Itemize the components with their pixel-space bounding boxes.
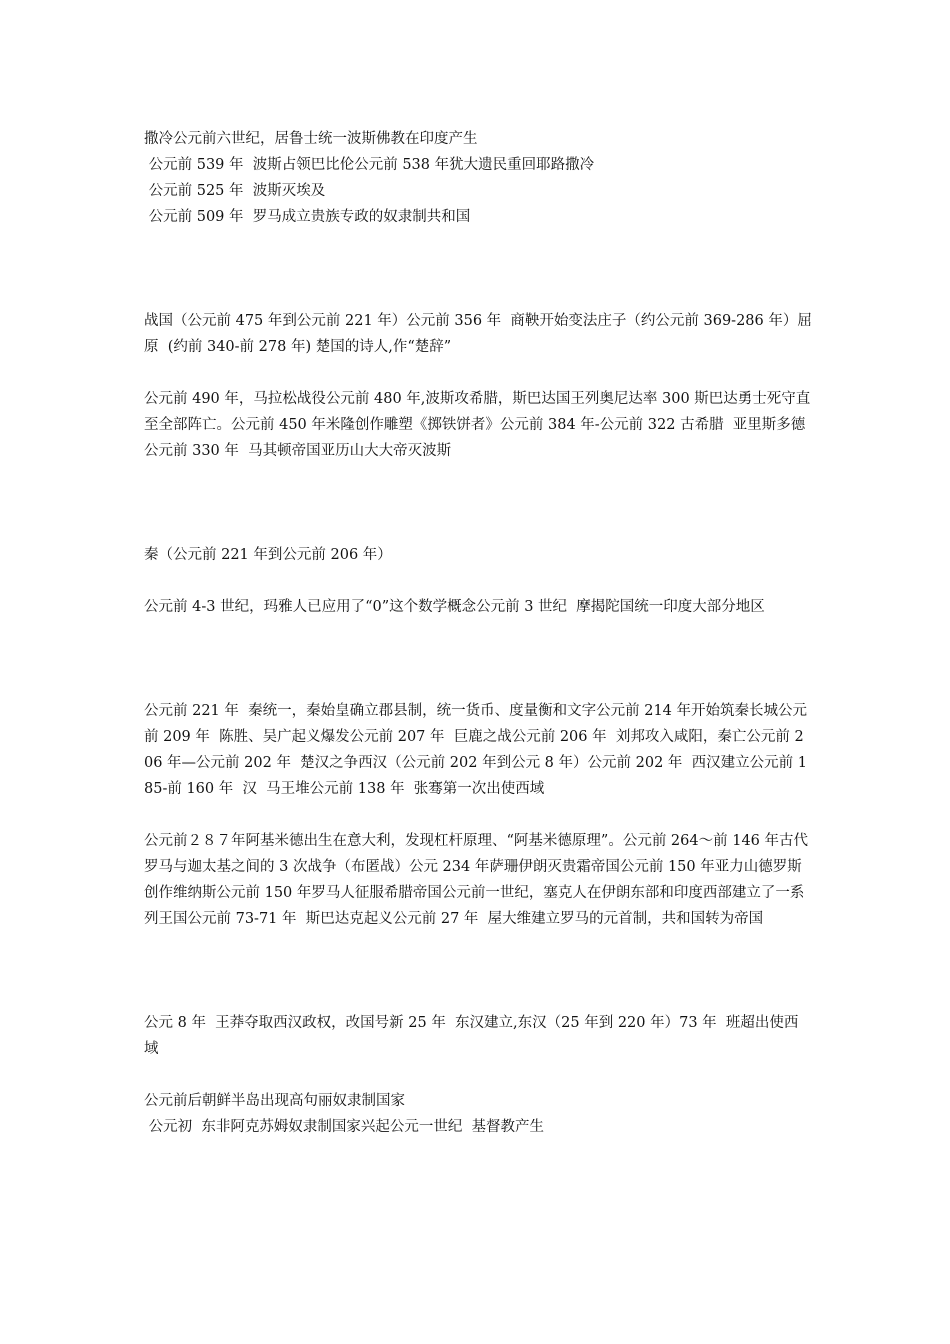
spacer [144, 620, 812, 698]
paragraph-11: 公元 8 年 王莽夺取西汉政权，改国号新 25 年 东汉建立,东汉（25 年到 220 年）73 年 班超出使西域 [144, 1015, 799, 1057]
spacer [144, 802, 812, 828]
spacer [144, 360, 812, 386]
paragraph-1: 撒冷公元前六世纪，居鲁士统一波斯佛教在印度产生 [144, 131, 478, 147]
spacer [144, 464, 812, 542]
spacer [144, 932, 812, 1010]
spacer [144, 568, 812, 594]
paragraph-7: 秦（公元前 221 年到公元前 206 年） [144, 547, 392, 563]
spacer [144, 1062, 812, 1088]
paragraph-9: 公元前 221 年 秦统一，秦始皇确立郡县制，统一货币、度量衡和文字公元前 214 年开始筑秦长城公元前 209 年 陈胜、吴广起义爆发公元前 207 年 巨鹿之战公元前 206 年 刘邦攻入咸阳，秦亡公元前 206 年—公元前 202 年 楚汉之争西汉（公元前 202 年到公元 8 年）公元前 202 年 西汉建立公元前 185-前 160 年 汉 马王堆公元前 138 年 张骞第一次出使西域 [144, 703, 808, 797]
paragraph-6: 公元前 490 年，马拉松战役公元前 480 年,波斯攻希腊，斯巴达国王列奥尼达率 300 斯巴达勇士死守直至全部阵亡。公元前 450 年米隆创作雕塑《掷铁饼者》公元前 384 年-公元前 322 古希腊 亚里斯多德公元前 330 年 马其顿帝国亚历山大大帝灭波斯 [144, 391, 811, 459]
paragraph-12: 公元前后朝鲜半岛出现高句丽奴隶制国家 [144, 1093, 405, 1109]
paragraph-8: 公元前 4-3 世纪，玛雅人已应用了“0”这个数学概念公元前 3 世纪 摩揭陀国统一印度大部分地区 [144, 599, 765, 615]
paragraph-10: 公元前２８７年阿基米德出生在意大利，发现杠杆原理、“阿基米德原理”。公元前 264～前 146 年古代罗马与迦太基之间的 3 次战争（布匿战）公元 234 年萨珊伊朗灭贵霜帝国公元前 150 年亚力山德罗斯创作维纳斯公元前 150 年罗马人征服希腊帝国公元前一世纪，塞克人在伊朗东部和印度西部建立了一系列王国公元前 73-71 年 斯巴达克起义公元前 27 年 屋大维建立罗马的元首制，共和国转为帝国 [144, 833, 809, 927]
paragraph-5: 战国（公元前 475 年到公元前 221 年）公元前 356 年 商鞅开始变法庄子（约公元前 369-286 年）屈原 (约前 340-前 278 年) 楚国的诗人,作“楚辞” [144, 313, 812, 355]
paragraph-2: 公元前 539 年 波斯占领巴比伦公元前 538 年犹大遗民重回耶路撒冷 [144, 157, 595, 173]
paragraph-3: 公元前 525 年 波斯灭埃及 [144, 183, 326, 199]
document-page [144, 126, 812, 1140]
paragraph-13: 公元初 东非阿克苏姆奴隶制国家兴起公元一世纪 基督教产生 [144, 1119, 545, 1135]
paragraph-4: 公元前 509 年 罗马成立贵族专政的奴隶制共和国 [144, 209, 471, 225]
spacer [144, 230, 812, 308]
